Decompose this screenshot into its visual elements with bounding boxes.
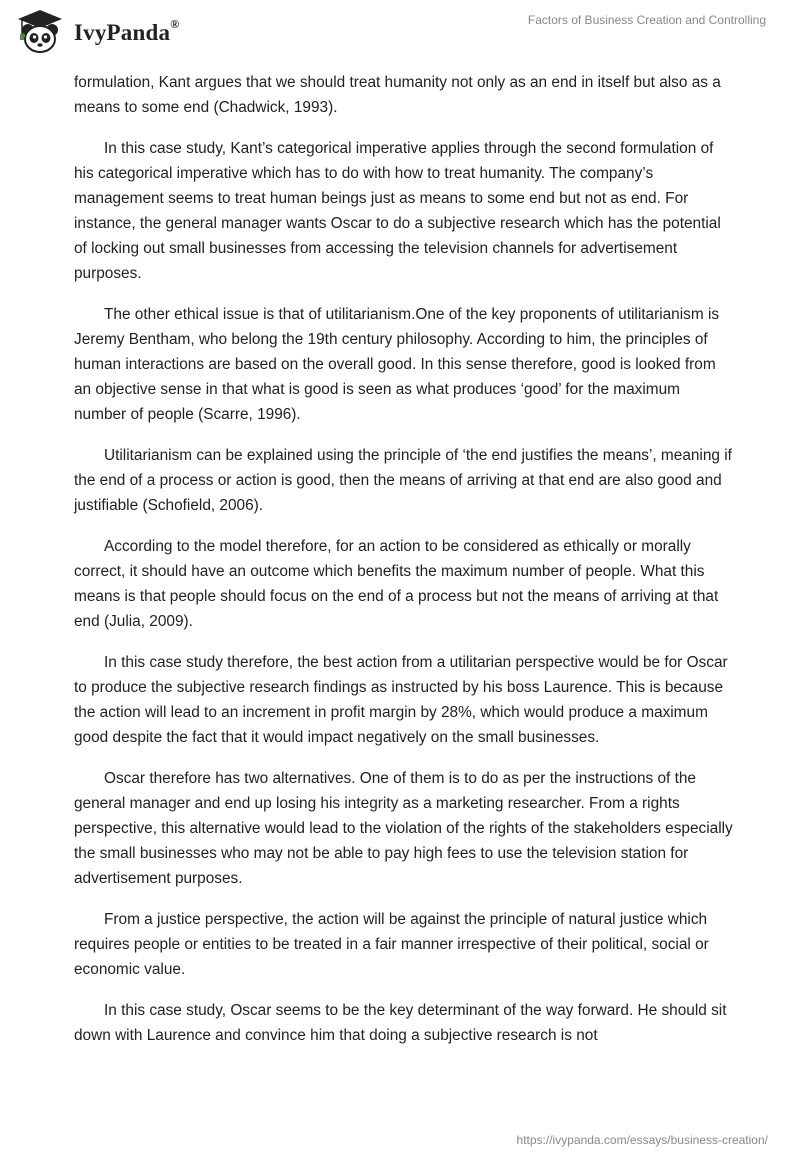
paragraph: From a justice perspective, the action will be against the principle of natural justice which requires people or entities to be treated in a fair manner irrespective of their political, social or economic value. [74, 911, 709, 978]
paragraph: Utilitarianism can be explained using the principle of ‘the end justifies the means’, meaning if the end of a process or action is good, then the means of arriving at that end are also good and justifiable (Schofield, 2006). [74, 447, 732, 514]
brand-logo[interactable] [14, 8, 179, 54]
brand-name-text: IvyPanda [74, 20, 171, 45]
paragraph: In this case study, Oscar seems to be the key determinant of the way forward. He should sit down with Laurence and convince him that doing a subjective research is not [74, 1002, 727, 1044]
paragraph: Oscar therefore has two alternatives. One of them is to do as per the instructions of the general manager and end up losing his integrity as a marketing researcher. From a rights perspective, this alternative would lead to the violation of the rights of the stakeholders especially the small businesses who may not be able to pay high fees to use the television station for advertisement purposes. [74, 770, 733, 887]
paragraph: formulation, Kant argues that we should treat humanity not only as an end in itself but also as a means to some end (Chadwick, 1993). [74, 74, 721, 116]
paragraph: In this case study, Kant’s categorical imperative applies through the second formulation of his categorical imperative which has to do with how to treat humanity. The company’s management seems to treat human beings just as means to some end but not as end. For instance, the general manager wants Oscar to do a subjective research which has the potential of locking out small businesses from accessing the television channels for advertisement purposes. [74, 140, 721, 282]
essay-body [74, 70, 734, 1064]
page-header [0, 0, 800, 70]
paragraph: The other ethical issue is that of utilitarianism.One of the key proponents of utilitarianism is Jeremy Bentham, who belong the 19th century philosophy. According to him, the principles of human interactions are based on the overall good. In this sense therefore, good is looked from an objective sense in that what is good is seen as what produces ‘good’ for the maximum number of people (Scarre, 1996). [74, 306, 720, 423]
paragraph: In this case study therefore, the best action from a utilitarian perspective would be for Oscar to produce the subjective research findings as instructed by his boss Laurence. This is because the action will lead to an increment in profit margin by 28%, which would produce a maximum good despite the fact that it would impact negatively on the small businesses. [74, 654, 728, 746]
brand-name [74, 17, 180, 46]
registered-mark: ® [170, 17, 180, 32]
panda-graduation-cap-icon [14, 8, 66, 54]
paragraph: According to the model therefore, for an action to be considered as ethically or morally correct, it should have an outcome which benefits the maximum number of people. What this means is that people should focus on the end of a process but not the means of arriving at that end (Julia, 2009). [74, 538, 719, 630]
document-title: Factors of Business Creation and Controlling [527, 13, 766, 27]
source-url[interactable]: https://ivypanda.com/essays/business-creation/ [516, 1133, 768, 1147]
